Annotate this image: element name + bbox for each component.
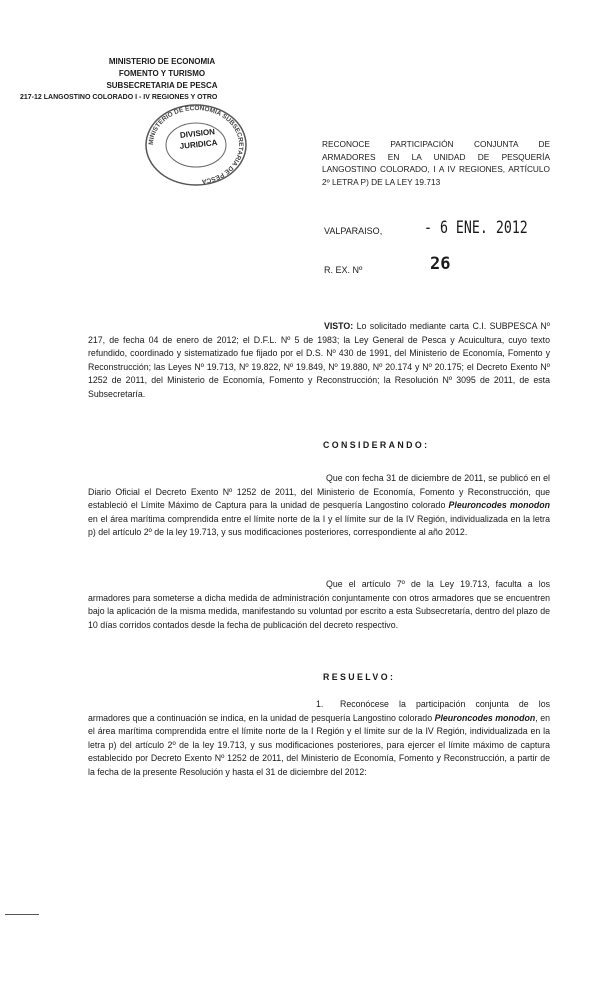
resuelvo-species-name: Pleuroncodes monodon <box>434 712 536 723</box>
place-label: VALPARAISO, <box>324 226 383 236</box>
considerando-p1-text-a: Que con fecha 31 de diciembre de 2011, se publicó en el Diario Oficial el Decreto Exento Nº 1252 de 2011, del Ministerio de Economía, Fomento y Reconstrucción, que estableció el Límite Máximo de Captura para la unidad de pesquería Langostino colorado <box>88 473 550 510</box>
footer-rule <box>5 914 39 915</box>
letterhead-ministry-2: FOMENTO Y TURISMO <box>118 69 206 78</box>
letterhead-file-code: 217-12 LANGOSTINO COLORADO I - IV REGIONES Y OTRO <box>20 94 218 101</box>
stamp-division: DIVISION <box>179 127 216 140</box>
considerando-paragraph-2 <box>88 578 550 632</box>
date-stamp: - 6 ENE. 2012 <box>424 218 528 238</box>
visto-paragraph <box>88 320 550 401</box>
resuelvo-item-number: 1. <box>316 699 324 709</box>
considerando-heading: CONSIDERANDO: <box>323 440 430 450</box>
letterhead-ministry: MINISTERIO DE ECONOMIA <box>108 57 216 66</box>
resuelvo-text-b: , en el área marítima comprendida entre el límite norte de la I Región y el límite sur de la IV Región, individualizada en la letra p) del artículo 2º de la ley 19.713, y sus modificaciones posteriores, para ejercer el límite máximo de captura establecido por Decreto Exento Nº 1252 de 2011, del Ministerio de Economía, Fomento y Reconstrucción, a partir de la fecha de la presente Resolución y hasta el 31 de diciembre del 2012: <box>88 712 550 777</box>
visto-label: VISTO: <box>324 321 354 331</box>
resuelvo-item-1 <box>88 698 550 779</box>
resuelvo-heading: RESUELVO: <box>323 672 396 682</box>
resolution-number: 26 <box>430 254 451 274</box>
resuelvo-text-a: Reconócese la participación conjunta de los armadores que a continuación se indica, en la unidad de pesquería Langostino colorado <box>88 699 550 723</box>
considerando-p2-text: Que el artículo 7º de la Ley 19.713, faculta a los armadores para someterse a dicha medida de administración conjuntamente con otros armadores que se encuentren bajo la aplicación de la misma medida, manifestando su voluntad por escrito a esta Subsecretaría, dentro del plazo de 10 días corridos contados desde la fecha de publicación del decreto respectivo. <box>88 579 550 630</box>
stamp-ring-text: MINISTERIO DE ECONOMIA SUBSECRETARIA DE PESCA <box>147 104 245 185</box>
visto-text: Lo solicitado mediante carta C.I. SUBPESCA Nº 217, de fecha 04 de enero de 2012; el D.F.L. Nº 5 de 1983; la Ley General de Pesca y Acuicultura, cuyo texto refundido, coordinado y sistematizado fue fijado por el D.S. Nº 430 de 1991, del Ministerio de Economía, Fomento y Reconstrucción; las Leyes Nº 19.713, Nº 19.822, Nº 19.849, Nº 19.880, Nº 20.174 y Nº 20.175; el Decreto Exento Nº 1252 de 2011, del Ministerio de Economía, Fomento y Reconstrucción; la Resolución Nº 3095 de 2011, de esta Subsecretaría. <box>88 321 550 399</box>
considerando-paragraph-1 <box>88 472 550 540</box>
considerando-species-name: Pleuroncodes monodon <box>448 500 550 510</box>
letterhead-subsecretaria: SUBSECRETARIA DE PESCA <box>106 81 218 90</box>
stamp-juridica: JURIDICA <box>179 138 218 151</box>
resolution-label: R. EX. Nº <box>324 265 363 275</box>
resolution-title: RECONOCE PARTICIPACIÓN CONJUNTA DE ARMADORES EN LA UNIDAD DE PESQUERÍA LANGOSTINO COLORADO, I A IV REGIONES, ARTÍCULO 2º LETRA P) DE LA LEY 19.713 <box>322 139 550 187</box>
letterhead <box>20 56 262 104</box>
considerando-p1-text-b: en el área marítima comprendida entre el límite norte de la I y el límite sur de la IV Región, individualizada en la letra p) del artículo 2º de la ley 19.713, y sus modificaciones posteriores, correspondiente al año 2012. <box>88 513 550 537</box>
